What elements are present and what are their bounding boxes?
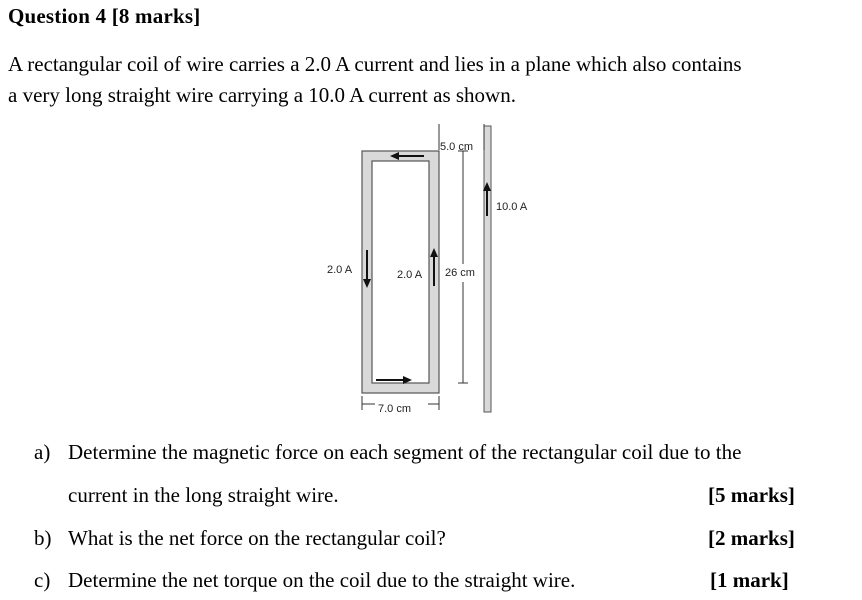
coil-current-left-label: 2.0 A — [327, 264, 353, 276]
part-c — [34, 568, 575, 593]
coil-current-right-label: 2.0 A — [397, 269, 423, 281]
length-label: 26 cm — [445, 267, 475, 279]
part-c-marks: [1 mark] — [710, 568, 789, 592]
width-label: 7.0 cm — [378, 403, 412, 415]
part-a-text-line-1: Determine the magnetic force on each segment of the rectangular coil due to the — [68, 440, 742, 464]
intro-line-1: A rectangular coil of wire carries a 2.0 A current and lies in a plane which also contains — [8, 52, 742, 76]
part-b — [34, 526, 446, 551]
part-c-label: c) — [34, 568, 51, 592]
part-a — [34, 440, 741, 465]
part-a-text-line-2: current in the long straight wire. — [68, 483, 339, 507]
part-b-marks: [2 marks] — [708, 526, 795, 550]
part-b-text: What is the net force on the rectangular coil? — [68, 526, 446, 550]
part-a-marks: [5 marks] — [708, 483, 795, 507]
long-straight-wire — [484, 126, 491, 412]
intro-line-2: a very long straight wire carrying a 10.0 A current as shown. — [8, 83, 516, 107]
question-heading: Question 4 [8 marks] — [8, 4, 201, 28]
part-c-text: Determine the net torque on the coil due to the straight wire. — [68, 568, 576, 592]
part-b-label: b) — [34, 526, 52, 550]
wire-current-label: 10.0 A — [496, 201, 528, 213]
part-a-label: a) — [34, 440, 51, 464]
separation-label: 5.0 cm — [440, 141, 474, 153]
